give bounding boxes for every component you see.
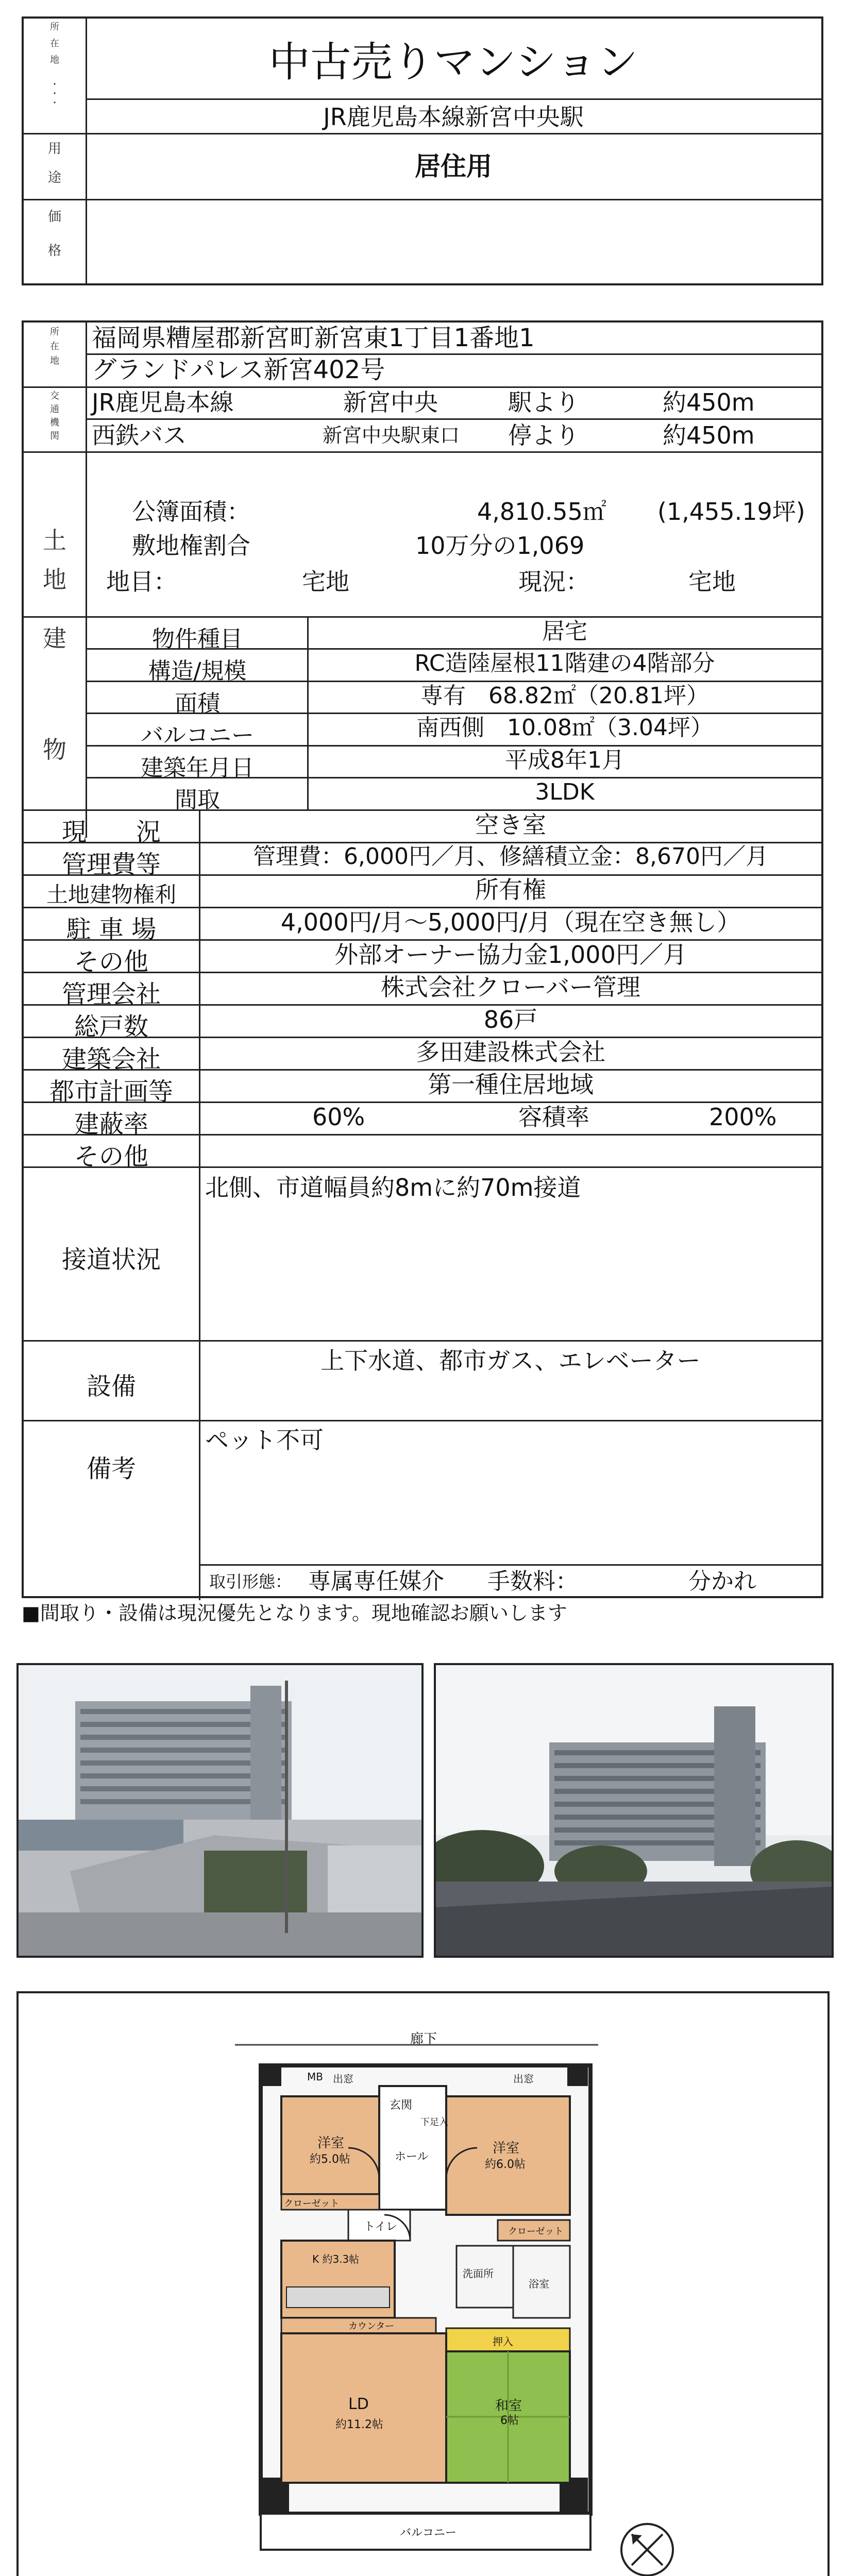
western-room-2-size: 約6.0帖	[485, 2158, 526, 2171]
building-key-4: バルコニー	[141, 722, 254, 749]
road-value: 北側、市道幅員約8mに約70m接道	[205, 1174, 581, 1201]
ld-size: 約11.2帖	[335, 2418, 383, 2431]
land-area-label: 公簿面積：	[132, 498, 250, 526]
western-room-1-size: 約5.0帖	[310, 2153, 350, 2166]
hallway-label: 廊下	[410, 2031, 437, 2047]
use-side-label: 用 途	[47, 141, 61, 185]
address-line1: 福岡県糟屋郡新宮町新宮東1丁目1番地1	[92, 324, 535, 352]
building-val-2: RC造陸屋根11階建の4階部分	[414, 650, 715, 676]
detail-val-other: 外部オーナー協力金1,000円／月	[334, 941, 687, 969]
entrance-label: 玄関	[390, 2099, 413, 2112]
building-val-1: 居宅	[542, 618, 587, 645]
trade-label: 取引形態：	[209, 1572, 292, 1591]
use-value: 居住用	[415, 151, 492, 181]
detail-val-mgmt-company: 株式会社クローバー管理	[381, 973, 640, 1001]
detail-key-mgmt-fee: 管理費等	[61, 850, 161, 879]
detail-val-zoning: 第一種住居地域	[428, 1071, 594, 1098]
building-photo-left	[16, 1663, 424, 1958]
transport-from-1: 駅より	[508, 388, 579, 416]
building-val-6: 3LDK	[535, 779, 595, 805]
mb-label: MB	[307, 2071, 323, 2083]
detail-val-builder: 多田建設株式会社	[416, 1038, 605, 1066]
detail-val-rights: 所有権	[475, 876, 546, 904]
land-share-value: 10万分の1,069	[415, 532, 585, 560]
oshiire-label: 押入	[493, 2335, 513, 2348]
road-key: 接道状況	[61, 1245, 161, 1274]
header-box	[22, 16, 823, 285]
balcony-label: バルコニー	[400, 2527, 457, 2539]
detail-key-rights: 土地建物権利	[46, 882, 176, 907]
compass-icon	[621, 2524, 673, 2575]
bay-window-label-1: 出窓	[333, 2073, 353, 2085]
counter-label: カウンター	[348, 2321, 395, 2332]
ratio-key: 建蔽率	[74, 1110, 148, 1139]
shoe-cabinet-label: 下足入	[420, 2117, 448, 2128]
building-key-6: 間取	[175, 787, 220, 813]
page-title: 中古売りマンション	[268, 38, 638, 86]
closet-2-label: クローゼット	[508, 2226, 564, 2237]
transport-from-2: 停より	[508, 421, 579, 449]
detail-table	[22, 320, 823, 1598]
footnote: ■間取り・設備は現況優先となります。現地確認お願いします	[22, 1602, 567, 1624]
price-side-label: 価 格	[47, 209, 61, 259]
building-key-3: 面積	[175, 690, 220, 717]
building-val-4: 南西側 10.08㎡（3.04坪）	[416, 715, 713, 741]
detail-val-status: 空き室	[475, 811, 546, 839]
ratio-coverage-value: 60%	[312, 1103, 365, 1131]
detail-key-units: 総戸数	[74, 1012, 148, 1041]
washitsu-size: 6帖	[500, 2414, 519, 2427]
remarks-key: 備考	[86, 1454, 136, 1483]
station-name: JR鹿児島本線新宮中央駅	[323, 103, 584, 131]
address-line2: グランドパレス新宮402号	[92, 355, 385, 384]
washroom-label: 洗面所	[463, 2267, 494, 2280]
transport-station-1: 新宮中央	[343, 388, 438, 416]
trade-fee-label: 手数料：	[487, 1568, 578, 1595]
transport-line-1: JR鹿児島本線	[92, 388, 234, 416]
transport-dist-2: 約450m	[663, 421, 755, 449]
building-val-5: 平成8年1月	[505, 747, 624, 773]
ratio-far-value: 200%	[709, 1103, 777, 1131]
trade-type: 専属専任媒介	[308, 1568, 444, 1595]
ratio-far-key: 容積率	[518, 1103, 589, 1131]
building-key-5: 建築年月日	[141, 755, 254, 781]
ld-label: LD	[348, 2395, 369, 2413]
detail-key-status: 現 況	[61, 818, 161, 846]
hall-label: ホール	[395, 2150, 429, 2163]
transport-label: 交 通 機 関	[50, 391, 59, 442]
building-photo-right-image	[436, 1665, 832, 1956]
detail-val-mgmt-fee: 管理費：6,000円／月、修繕積立金：8,670円／月	[253, 843, 768, 870]
building-photo-left-image	[19, 1665, 421, 1956]
detail-key-mgmt-company: 管理会社	[61, 980, 161, 1009]
land-label: 土 地	[43, 527, 66, 594]
land-chimoku-value: 宅地	[302, 568, 349, 596]
transport-station-2: 新宮中央駅東口	[323, 424, 460, 447]
detail-key-zoning: 都市計画等	[49, 1077, 173, 1106]
building-photo-right	[434, 1663, 834, 1958]
land-genkyo-label: 現況：	[518, 568, 589, 596]
building-key-1: 物件種目	[152, 626, 243, 652]
remarks-value: ペット不可	[205, 1426, 324, 1454]
trade-fee: 分かれ	[688, 1568, 756, 1595]
land-area-tsubo: (1,455.19坪)	[657, 498, 805, 526]
land-chimoku-label: 地目：	[106, 568, 177, 596]
kitchen-label: K 約3.3帖	[312, 2253, 360, 2265]
land-share-label: 敷地権割合	[132, 532, 250, 560]
equipment-key: 設備	[86, 1372, 136, 1401]
other-key: その他	[74, 1142, 148, 1171]
building-val-3: 専有 68.82㎡（20.81坪）	[420, 683, 709, 709]
building-key-2: 構造/規模	[148, 658, 247, 684]
equipment-value: 上下水道、都市ガス、エレベーター	[320, 1347, 701, 1375]
building-label: 建 物	[43, 624, 66, 764]
transport-line-2: 西鉄バス	[92, 421, 187, 449]
land-area-value: 4,810.55㎡	[477, 498, 606, 526]
bay-window-label-2: 出窓	[513, 2073, 534, 2085]
detail-val-parking: 4,000円/月～5,000円/月（現在空き無し）	[280, 908, 741, 936]
bathroom-label: 浴室	[529, 2278, 549, 2290]
land-genkyo-value: 宅地	[688, 568, 736, 596]
detail-val-units: 86戸	[483, 1006, 538, 1033]
address-side-label: 所 在 地 ・ ・ ・	[50, 22, 59, 109]
transport-dist-1: 約450m	[663, 388, 755, 416]
toilet-label: トイレ	[364, 2221, 397, 2233]
detail-key-parking: 駐 車 場	[66, 915, 157, 944]
floorplan-frame	[16, 1991, 830, 2576]
detail-key-builder: 建築会社	[61, 1045, 161, 1074]
address-label: 所 在 地	[50, 327, 59, 366]
washitsu-label: 和室	[495, 2398, 522, 2414]
western-room-2-label: 洋室	[493, 2141, 520, 2156]
closet-1-label: クローゼット	[284, 2198, 340, 2209]
western-room-1-label: 洋室	[317, 2136, 345, 2151]
floorplan-drawing	[19, 1993, 827, 2576]
detail-key-other: その他	[74, 947, 148, 976]
